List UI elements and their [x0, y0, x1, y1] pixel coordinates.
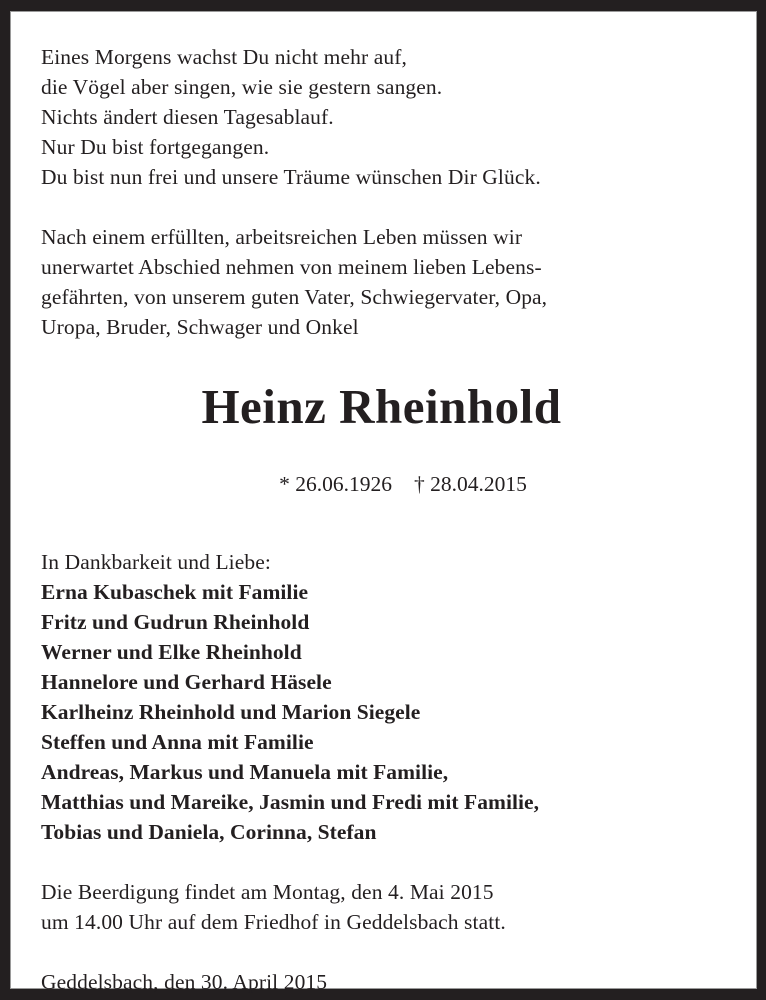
poem-line: die Vögel aber singen, wie sie gestern sangen. — [41, 75, 443, 99]
intro-line: Nach einem erfüllten, arbeitsreichen Leben müssen wir — [41, 225, 523, 249]
deceased-name: Heinz Rheinhold — [201, 379, 562, 434]
mourner-line: Hannelore und Gerhard Häsele — [41, 670, 332, 694]
poem-line: Du bist nun frei und unsere Träume wünschen Dir Glück. — [41, 165, 541, 189]
mourner-line: Werner und Elke Rheinhold — [41, 640, 302, 664]
spacer — [41, 937, 722, 967]
spacer — [41, 847, 722, 877]
thanks-heading: In Dankbarkeit und Liebe: — [41, 550, 271, 574]
spacer — [41, 529, 722, 547]
mourner-line: Tobias und Daniela, Corinna, Stefan — [41, 820, 377, 844]
funeral-line: um 14.00 Uhr auf dem Friedhof in Geddelsbach statt. — [41, 910, 506, 934]
death-date: † 28.04.2015 — [414, 472, 527, 496]
poem-block — [41, 42, 722, 192]
intro-line: gefährten, von unserem guten Vater, Schwiegervater, Opa, — [41, 285, 548, 309]
birth-date: * 26.06.1926 — [279, 472, 392, 496]
intro-line: Uropa, Bruder, Schwager und Onkel — [41, 315, 359, 339]
place-date: Geddelsbach, den 30. April 2015 — [41, 970, 328, 994]
spacer — [41, 342, 722, 372]
mourner-line: Karlheinz Rheinhold und Marion Siegele — [41, 700, 421, 724]
obituary-paper — [10, 11, 757, 994]
spacer — [41, 192, 722, 222]
mourners-block — [41, 547, 722, 847]
mourner-line: Steffen und Anna mit Familie — [41, 730, 314, 754]
poem-line: Nur Du bist fortgegangen. — [41, 135, 270, 159]
mourner-line: Fritz und Gudrun Rheinhold — [41, 610, 310, 634]
mourner-line: Erna Kubaschek mit Familie — [41, 580, 309, 604]
poem-line: Eines Morgens wachst Du nicht mehr auf, — [41, 45, 407, 69]
place-date-block — [41, 967, 722, 997]
mourner-line: Andreas, Markus und Manuela mit Familie, — [41, 760, 449, 784]
deceased-block — [41, 378, 722, 529]
deceased-dates — [41, 439, 722, 529]
intro-line: unerwartet Abschied nehmen von meinem lieben Lebens- — [41, 255, 542, 279]
intro-block — [41, 222, 722, 342]
poem-line: Nichts ändert diesen Tagesablauf. — [41, 105, 334, 129]
funeral-block — [41, 877, 722, 937]
funeral-line: Die Beerdigung findet am Montag, den 4. Mai 2015 — [41, 880, 494, 904]
mourner-line: Matthias und Mareike, Jasmin und Fredi mit Familie, — [41, 790, 540, 814]
